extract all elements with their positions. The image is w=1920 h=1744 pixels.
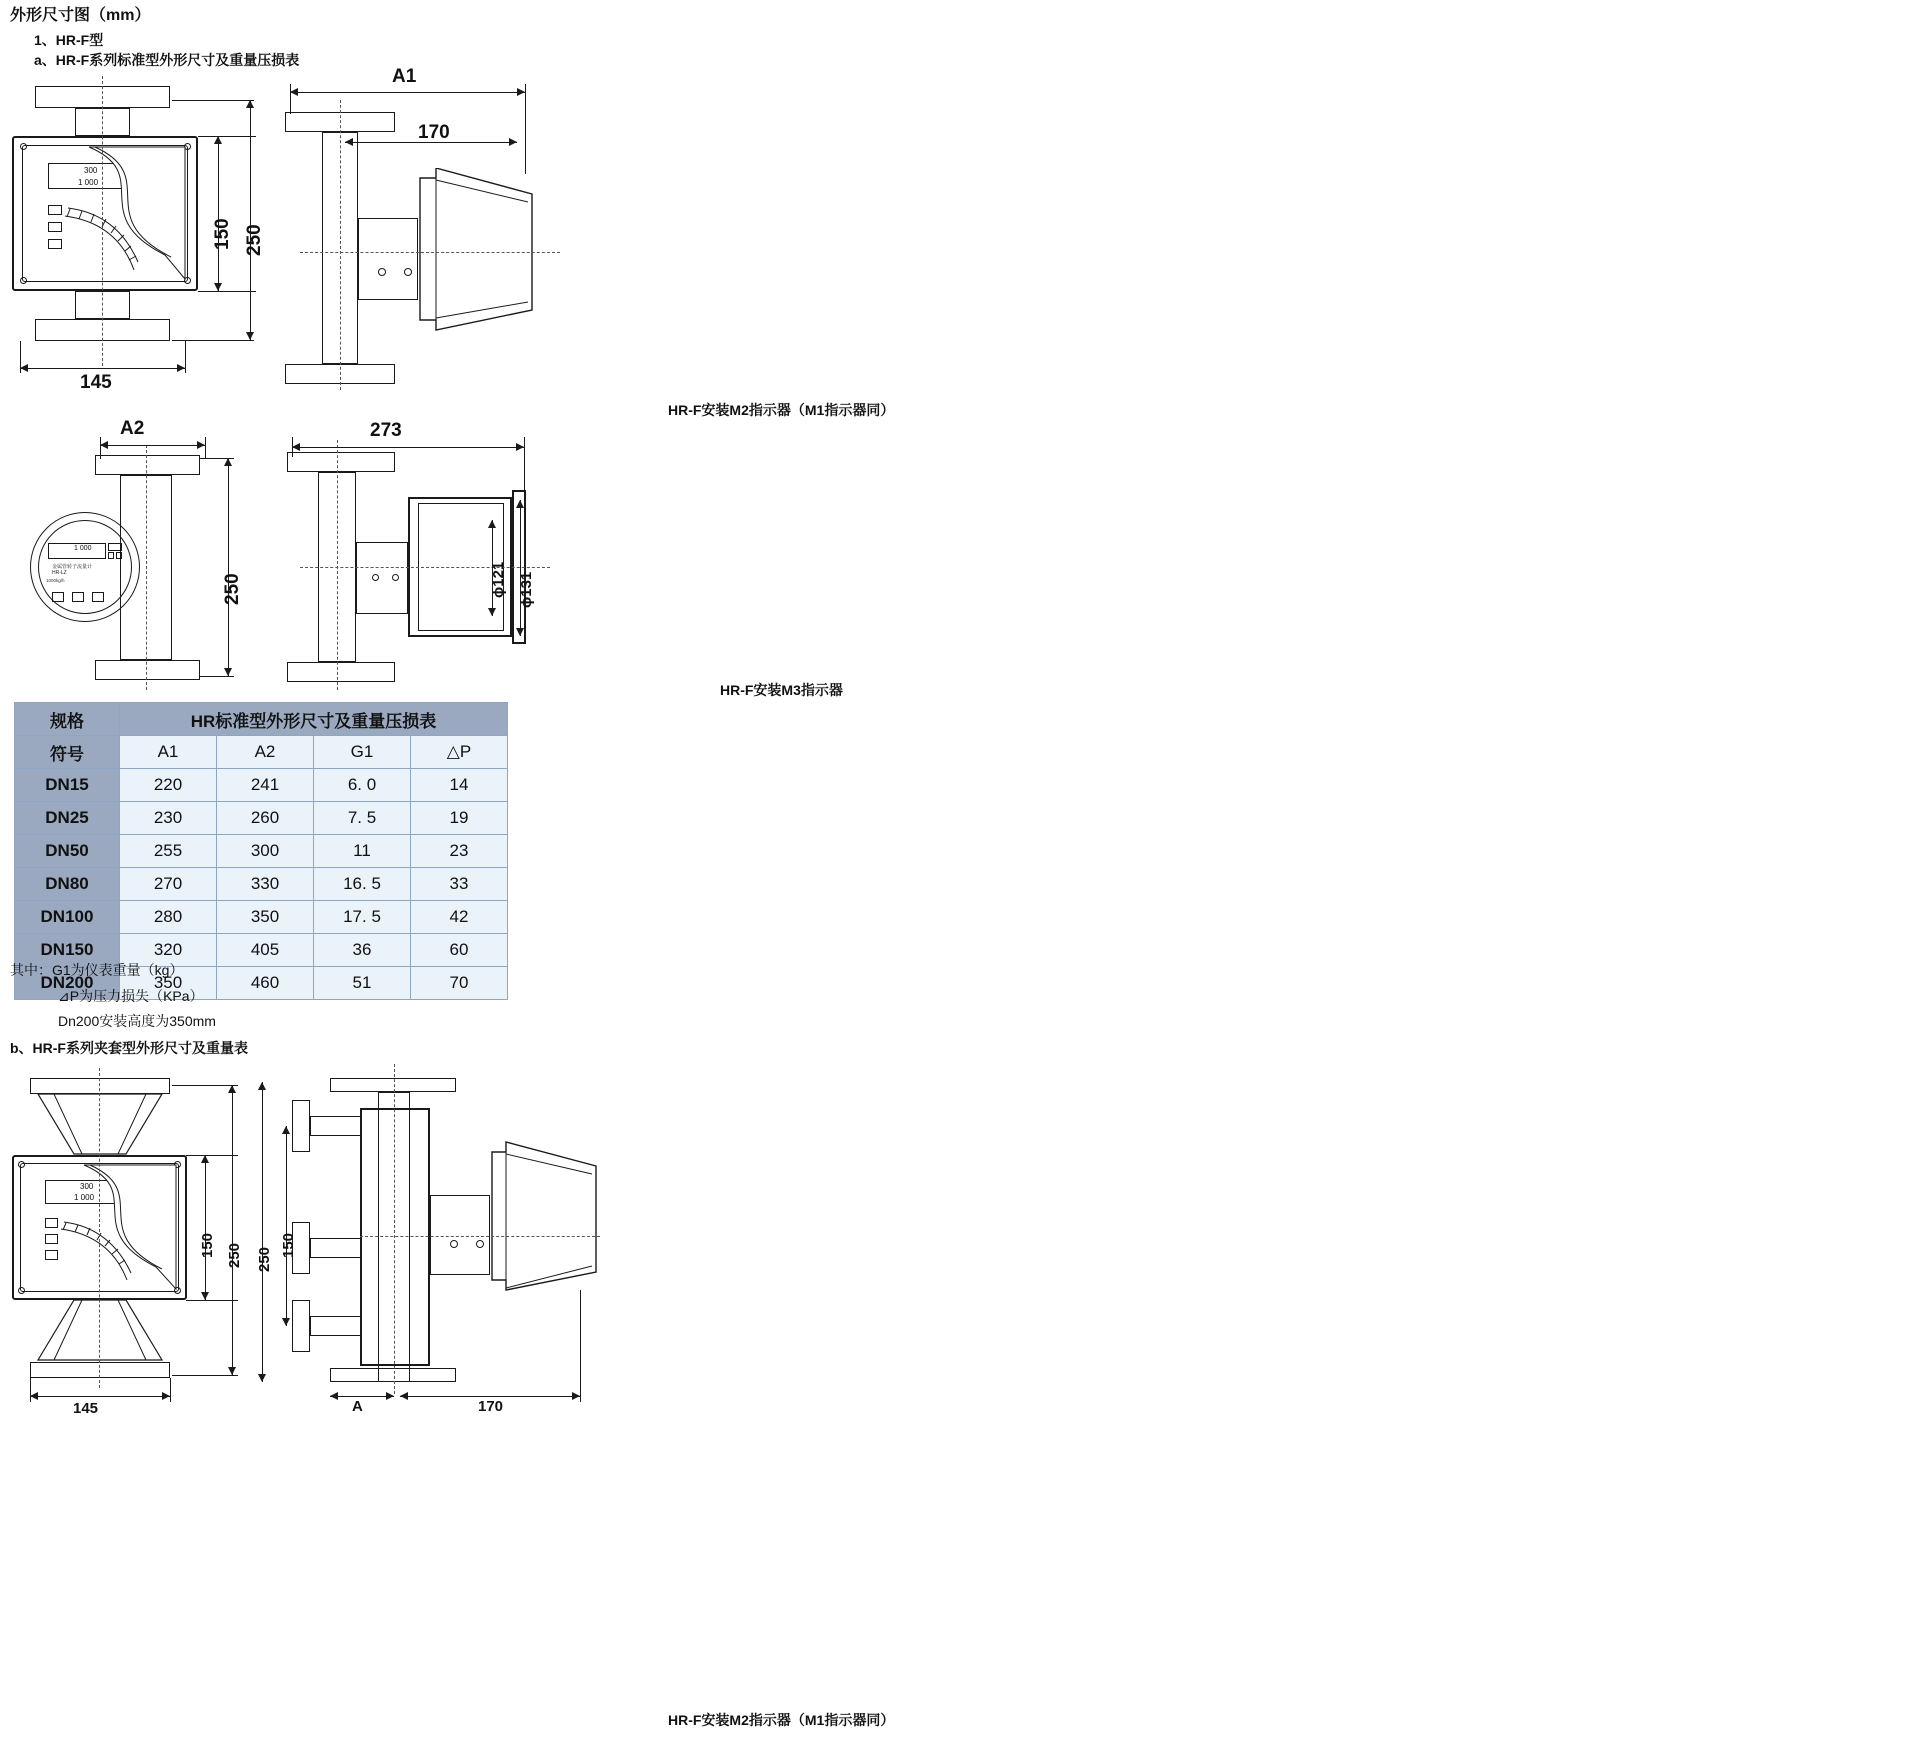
dim-250-fig2: 250 (222, 573, 243, 605)
table-group-spec: 规格 (15, 703, 120, 736)
housing-curve-graphic-b (80, 1163, 180, 1293)
cell-dp: 19 (411, 802, 508, 835)
cell-dp: 14 (411, 769, 508, 802)
cell-spec: DN150 (15, 934, 120, 967)
dim-170-fig1: 170 (418, 122, 450, 143)
dim-phi131: ϕ131 (518, 571, 535, 608)
table-row (15, 769, 508, 802)
table-header-row (15, 703, 508, 736)
cell-dp: 60 (411, 934, 508, 967)
table-subheader-row (15, 736, 508, 769)
cell-dp: 23 (411, 835, 508, 868)
cell-spec: DN15 (15, 769, 120, 802)
cell-a1: 320 (120, 934, 217, 967)
spec-table (14, 702, 508, 1000)
cell-a1: 230 (120, 802, 217, 835)
dim-170-fig3: 170 (478, 1398, 504, 1415)
meter-display-line2-b: 1 000 (74, 1193, 95, 1202)
table-row (15, 802, 508, 835)
dim-150-fig3-side: 150 (280, 1232, 297, 1258)
col-symbol: 符号 (15, 736, 120, 769)
table-row (15, 835, 508, 868)
dim-A2: A2 (120, 418, 145, 439)
col-dp: △P (411, 736, 508, 769)
cell-a2: 260 (217, 802, 314, 835)
cell-spec: DN50 (15, 835, 120, 868)
cell-g1: 17. 5 (314, 901, 411, 934)
page-title: 外形尺寸图（mm） (10, 7, 151, 24)
dim-150-fig1: 150 (212, 218, 233, 250)
housing-curve-graphic (85, 145, 190, 283)
m2-indicator-head-b (490, 1140, 600, 1300)
caption-m2-top: HR-F安装M2指示器（M1指示器同） (668, 402, 895, 418)
dim-phi121: ϕ121 (490, 561, 507, 598)
dim-145-fig1: 145 (80, 372, 112, 393)
note-dp: ⊿P为压力损失（KPa） (58, 988, 204, 1004)
caption-m2-bottom: HR-F安装M2指示器（M1指示器同） (668, 1712, 895, 1728)
dim-250-fig1: 250 (244, 224, 265, 256)
cell-a2: 241 (217, 769, 314, 802)
cell-g1: 11 (314, 835, 411, 868)
dim-A-fig3: A (352, 1398, 363, 1415)
cell-g1: 7. 5 (314, 802, 411, 835)
caption-m3: HR-F安装M3指示器 (720, 682, 843, 698)
meter-display-line1-b: 300 (80, 1182, 94, 1191)
table-title: HR标准型外形尺寸及重量压损表 (120, 703, 508, 736)
cell-dp: 42 (411, 901, 508, 934)
dim-273: 273 (370, 420, 402, 441)
cell-a1: 270 (120, 868, 217, 901)
cell-g1: 6. 0 (314, 769, 411, 802)
cell-a1: 255 (120, 835, 217, 868)
table-row (15, 901, 508, 934)
dim-145-fig3: 145 (73, 1400, 99, 1417)
col-a1: A1 (120, 736, 217, 769)
cell-spec: DN100 (15, 901, 120, 934)
m2-indicator-head (418, 168, 536, 338)
jacket-top-cone (30, 1094, 170, 1156)
meter-display-line1: 300 (84, 166, 98, 175)
cell-a2: 350 (217, 901, 314, 934)
jacket-bottom-cone (30, 1300, 170, 1362)
cell-spec: DN200 (15, 967, 120, 1000)
spec-table-wrapper (14, 702, 508, 1000)
round-meter-values: 1000kg/h (46, 578, 65, 583)
cell-dp: 70 (411, 967, 508, 1000)
cell-spec: DN25 (15, 802, 120, 835)
cell-a2: 460 (217, 967, 314, 1000)
cell-a2: 405 (217, 934, 314, 967)
cell-g1: 16. 5 (314, 868, 411, 901)
round-display-value: 1 000 (74, 545, 92, 552)
meter-display-line2: 1 000 (78, 178, 99, 187)
dim-150-fig3: 150 (199, 1232, 216, 1258)
section-b-heading: b、HR-F系列夹套型外形尺寸及重量表 (10, 1040, 248, 1056)
note-dn200: Dn200安装高度为350mm (58, 1013, 216, 1029)
section-1-heading: 1、HR-F型 (34, 32, 104, 48)
round-meter-model: HR-LZ (52, 570, 67, 576)
dim-A1: A1 (392, 66, 417, 87)
dim-250-fig3-side: 250 (256, 1246, 273, 1272)
dim-250-fig3: 250 (226, 1242, 243, 1268)
section-a-heading: a、HR-F系列标准型外形尺寸及重量压损表 (34, 52, 300, 68)
cell-a1: 350 (120, 967, 217, 1000)
cell-g1: 51 (314, 967, 411, 1000)
cell-dp: 33 (411, 868, 508, 901)
cell-spec: DN80 (15, 868, 120, 901)
table-row (15, 868, 508, 901)
cell-a1: 220 (120, 769, 217, 802)
note-g1: 其中：G1为仪表重量（kg） (10, 962, 184, 978)
cell-a2: 330 (217, 868, 314, 901)
cell-a2: 300 (217, 835, 314, 868)
cell-a1: 280 (120, 901, 217, 934)
cell-g1: 36 (314, 934, 411, 967)
round-meter-brand: 金属管转子流量计 (52, 564, 93, 570)
col-a2: A2 (217, 736, 314, 769)
col-g1: G1 (314, 736, 411, 769)
